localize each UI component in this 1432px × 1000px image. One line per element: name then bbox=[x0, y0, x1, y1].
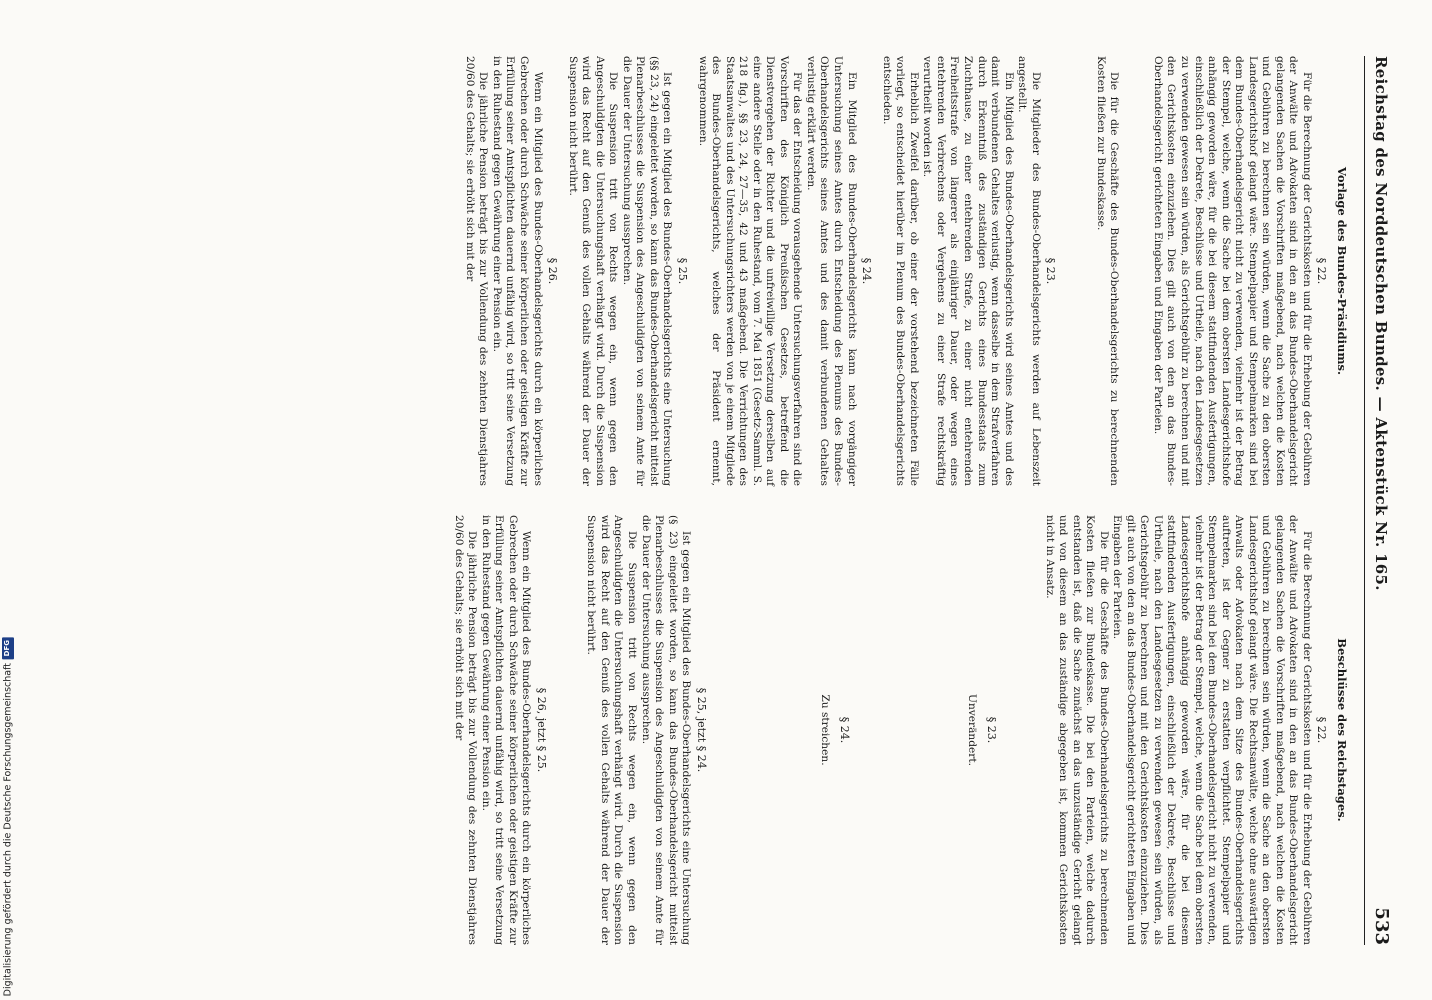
header-title bbox=[1372, 56, 1390, 591]
section-paragraph: Die für die Geschäfte des Bundes-Oberhandelsgerichts zu berechnenden Kosten fließen zur Bundeskasse. Die bei den Parteien, welche dadurch entstanden ist, daß die Sache zunächst an das unzuständige Gericht gelangt und von diesem an das zuständige abgegeben ist, kommen Gerichtskosten nicht in Ansatz. bbox=[1043, 515, 1110, 945]
section-title: § 22. bbox=[1315, 257, 1329, 285]
header-right-text: Aktenstück Nr. 165. bbox=[1372, 417, 1390, 591]
section-title: § 23. bbox=[984, 716, 998, 744]
section-paragraph: Für das der Entscheidung vorausgehende Untersuchungsverfahren sind die Vorschriften des Königlich Preußischen Gesetzes, betreffend die Dienstvergehen der Richter und die unfreiwillige Versetzung derselben auf eine andere Stelle oder in den Ruhestand, vom 7. Mai 1851 (Gesetz-Samml. S. 218 flg.), §§ 23, 24, 27—35, 42 und 43 maßgebend. Die Verrichtungen des Staatsanwaltes und des Untersuchungsrichters werden von je einem Mitgliede des Bundes-Oberhandelsgerichts, welches der Präsident ernennt, wahrgenommen. bbox=[696, 56, 804, 486]
section-paragraph: Wenn ein Mitglied des Bundes-Oberhandelsgerichts durch ein körperliches Gebrechen oder durch Schwäche seiner körperlichen oder geistigen Kräfte zur Erfüllung seiner Amtspflichten dauernd unfähig wird, so tritt seine Versetzung in den Ruhestand gegen Gewährung einer Pension ein. bbox=[490, 56, 544, 486]
left-column bbox=[451, 56, 1350, 486]
section-paragraph: Die jährliche Pension beträgt bis zur Vollendung des zehnten Dienstjahres 20/60 des Gehalts; sie erhöht sich mit der bbox=[463, 56, 490, 486]
section-note: Unverändert. bbox=[966, 694, 979, 766]
section-title: § 23. bbox=[1044, 257, 1058, 285]
left-column-heading: Vorlage des Bundes-Präsidiums. bbox=[1335, 166, 1349, 376]
section-title: § 24. bbox=[860, 257, 874, 285]
right-column bbox=[451, 515, 1350, 945]
two-column-body bbox=[451, 56, 1350, 945]
section-title: § 24. bbox=[837, 716, 851, 744]
section-title: § 26, jetzt § 25. bbox=[534, 687, 548, 773]
page-number: 533 bbox=[1371, 907, 1392, 945]
section-title: § 26. bbox=[546, 257, 560, 285]
header-separator: — bbox=[1372, 396, 1390, 412]
digitization-note bbox=[2, 637, 14, 996]
section-paragraph: Die Suspension tritt von Rechts wegen ein, wenn gegen den Angeschuldigten die Untersuchungshaft verhängt wird. Durch die Suspension wird das Recht auf den Genuß des vollen Gehalts während der Dauer der Suspension nicht berührt. bbox=[585, 515, 639, 945]
header-left-text: Reichstag des Norddeutschen Bundes. bbox=[1372, 56, 1390, 392]
running-header bbox=[1364, 56, 1392, 945]
right-column-heading: Beschlüsse des Reichstages. bbox=[1335, 638, 1349, 822]
section-paragraph: Für die Berechnung der Gerichtskosten und für die Erhebung der Gebühren der Anwälte und Advokaten sind in den an das Bundes-Oberhandelsgericht gelangenden Sachen die Vorschriften maßgebend, nach welchen die Kosten und Gebühren zu berechnen sein würden, wenn die Sache an den obersten Landesgerichtshof gelangt wäre. Die Rechtsanwälte, welche ohne auswärtigen Anwalts oder Advokaten nach dem Sitze des Bundes-Oberhandelsgerichts auftreten, ist der Gegner zu erstatten verpflichtet. Stempelpapier und Stempelmarken sind bei dem Bundes-Oberhandelsgericht nicht zu verwenden, vielmehr ist der Betrag der Stempel, welche, wenn die Sache bei dem obersten Landesgerichtshofe anhängig geworden wäre, für die bei diesem stattfindenden Ausfertigungen, einschließlich der Dekrete, Beschlüsse und Urtheile, nach den Landesgesetzen zu verwenden gewesen sein würden, als Gerichtsgebühr zu berechnen und mit den Gerichtskosten einzuziehen. Dies gilt auch von den an das Bundes-Oberhandelsgericht gerichteten Eingaben und Eingaben der Parteien. bbox=[1111, 515, 1313, 945]
section-paragraph: Ein Mitglied des Bundes-Oberhandelsgerichts kann nach vorgängiger Untersuchung seines Amtes durch Entscheidung des Plenums des Bundes-Oberhandelsgerichts seines Amtes und des damit verbundenen Gehaltes verlustig erklärt werden. bbox=[804, 56, 858, 486]
section-paragraph: Ist gegen ein Mitglied des Bundes-Oberhandelsgerichts eine Untersuchung (§ 23) eingeleitet worden, so kann das Bundes-Oberhandelsgericht mittelst Plenarbeschlusses die Suspension des Angeschuldigten von seinem Amte für die Dauer der Untersuchung aussprechen. bbox=[639, 515, 693, 945]
section-note: Zu streichen. bbox=[819, 694, 832, 766]
digitization-text: Digitalisierung gefördert durch die Deutsche Forschungsgemeinschaft bbox=[2, 662, 14, 996]
section-paragraph: Die jährliche Pension beträgt bis zur Vollendung des zehnten Dienstjahres 20/60 des Gehalts; sie erhöht sich mit der bbox=[452, 515, 479, 945]
section-title: § 22. bbox=[1315, 716, 1329, 744]
section-paragraph: Für die Berechnung der Gerichtskosten und für die Erhebung der Gebühren der Anwälte und Advokaten sind in den an das Bundes-Oberhandelsgericht gelangenden Sachen die Vorschriften maßgebend, nach welchen die Kosten und Gebühren zu berechnen sein würden, wenn die Sache zu den obersten Landesgerichtshof gelangt wäre. Stempelpapier und Stempelmarken sind bei dem Bundes-Oberhandelsgericht nicht zu verwenden, vielmehr ist der Betrag der Stempel, welche, wenn die Sache bei dem obersten Landesgerichtshofe anhängig geworden wäre, für die bei diesem stattfindenden Ausfertigungen, einschließlich der Dekrete, Beschlüsse und Urtheile, nach den Landesgesetzen zu verwenden gewesen sein würden, als Gerichtsgebühr zu berechnen und mit den Gerichtskosten einzuziehen. Dies gilt auch von den an das Bundes-Oberhandelsgericht gerichteten Eingaben und Eingaben der Parteien. bbox=[1151, 56, 1313, 486]
dfg-logo-icon: DFG bbox=[2, 637, 14, 659]
section-paragraph: Ein Mitglied des Bundes-Oberhandelsgerichts wird seines Amtes und des damit verbundenen Gehaltes verlustig, wenn dasselbe in dem Strafverfahren durch Erkenntniß des zuständigen Gerichts eines Bundesstaats zum Zuchthause, zu einer entehrenden Strafe, zu einer nicht entehrenden Freiheitsstrafe von längerer als einjähriger Dauer, oder wegen eines entehrenden Verbrechens oder Vergehens zu einer Strafe rechtskräftig verurtheilt worden ist. bbox=[921, 56, 1015, 486]
section-paragraph: Ist gegen ein Mitglied des Bundes-Oberhandelsgerichts eine Untersuchung (§§ 23, 24) eingeleitet worden, so kann das Bundes-Oberhandelsgericht mittelst Plenarbeschlusses die Suspension des Angeschuldigten von seinem Amte für die Dauer der Untersuchung aussprechen. bbox=[620, 56, 674, 486]
section-paragraph: Erheblich Zweifel darüber, ob einer der vorstehend bezeichneten Fälle vorliegt, so entscheidet hierüber im Plenum des Bundes-Oberhandelsgerichts entschieden. bbox=[880, 56, 920, 486]
section-paragraph: Die Suspension tritt von Rechts wegen ein, wenn gegen den Angeschuldigten die Untersuchungshaft verhängt wird. Durch die Suspension wird das Recht auf den Genuß des vollen Gehalts während der Dauer der Suspension nicht berührt. bbox=[566, 56, 620, 486]
section-paragraph: Wenn ein Mitglied des Bundes-Oberhandelsgerichts durch ein körperliches Gebrechen oder durch Schwäche seiner körperlichen oder geistigen Kräfte zur Erfüllung seiner Amtspflichten dauernd unfähig wird, so tritt seine Versetzung in den Ruhestand gegen Gewährung einer Pension ein. bbox=[479, 515, 533, 945]
section-title: § 25, jetzt § 24. bbox=[694, 687, 708, 773]
section-paragraph: Die für die Geschäfte des Bundes-Oberhandelsgerichts zu berechnenden Kosten fließen zur Bundeskasse. bbox=[1094, 56, 1121, 486]
section-paragraph: Die Mitglieder des Bundes-Oberhandelsgerichts werden auf Lebenszeit angestellt. bbox=[1016, 56, 1042, 486]
section-title: § 25. bbox=[676, 257, 690, 285]
